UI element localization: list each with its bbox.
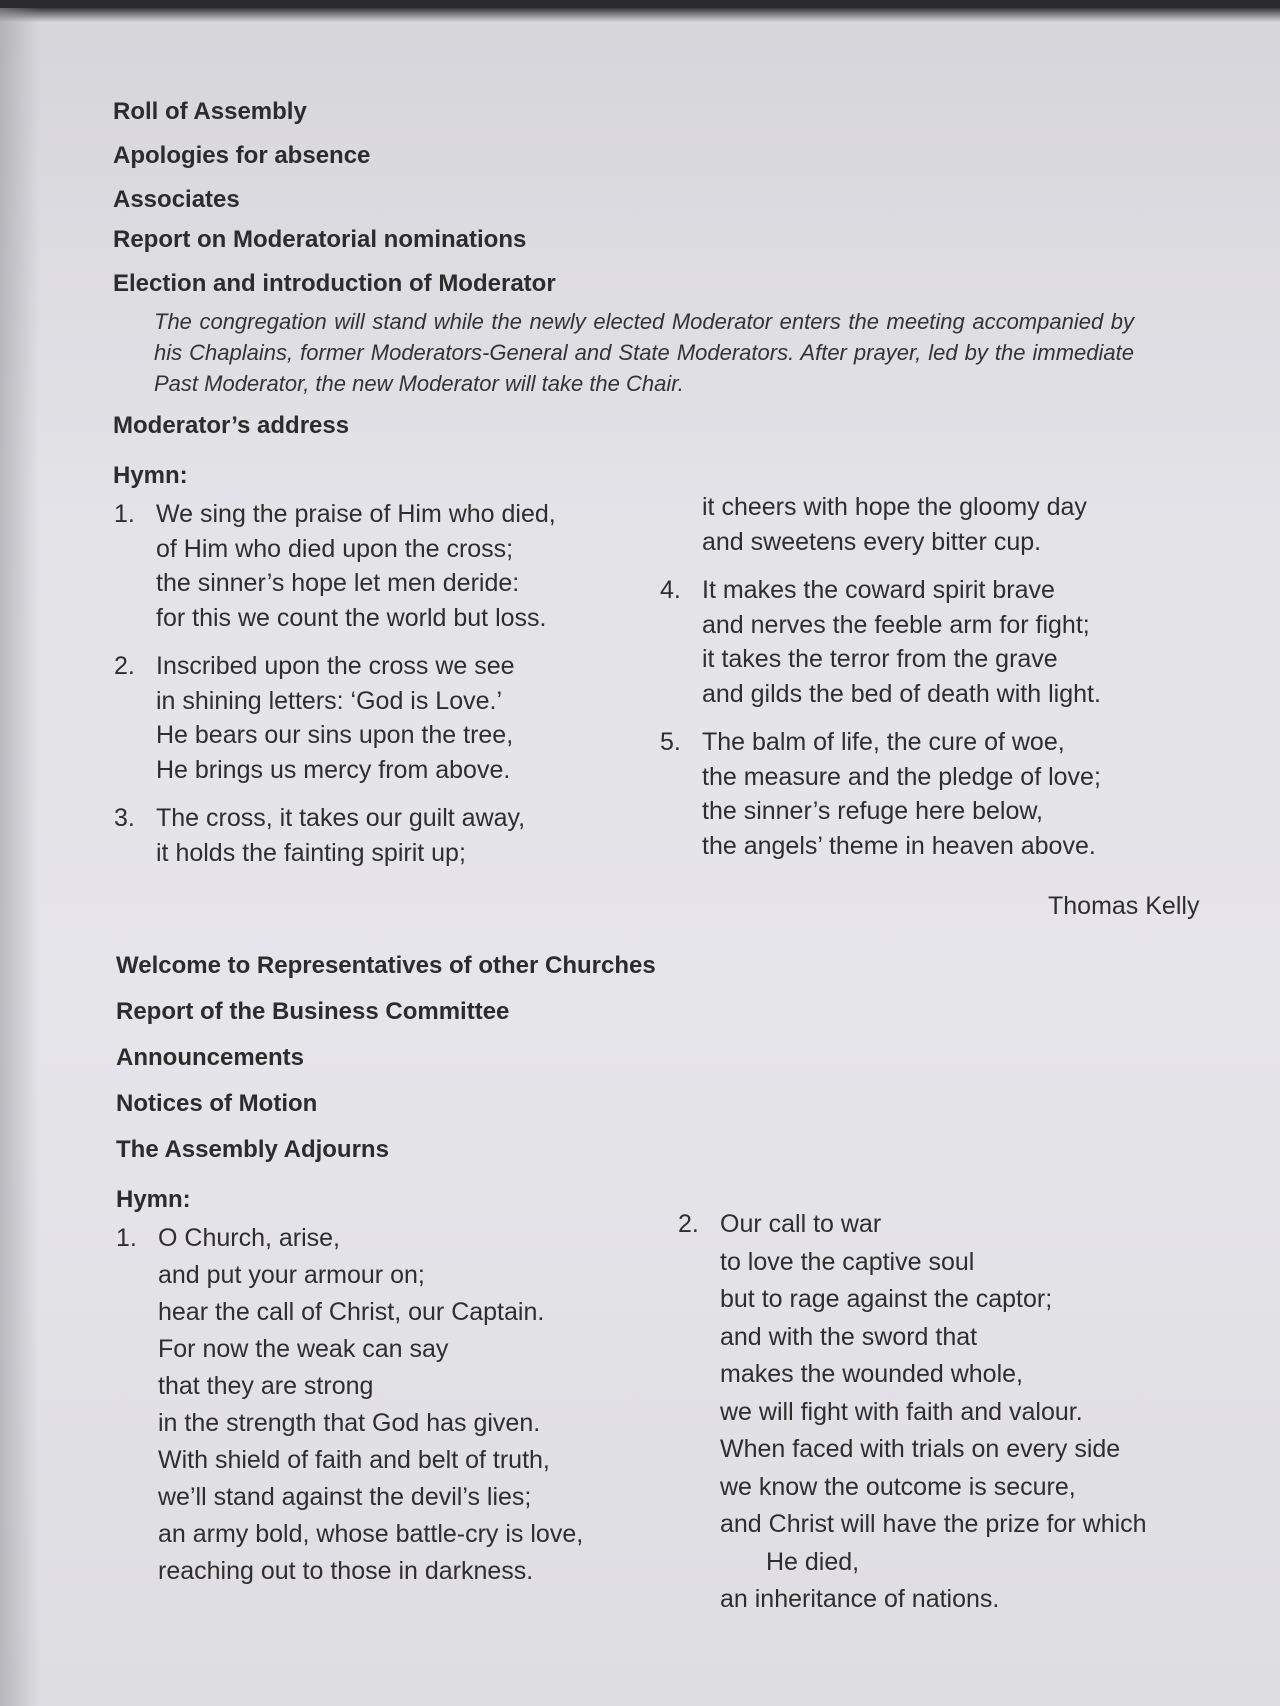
verse-line: reaching out to those in darkness. bbox=[158, 1557, 534, 1585]
verse-line: the sinner’s hope let men deride: bbox=[156, 569, 520, 597]
agenda-item-moderator-address: Moderator’s address bbox=[113, 412, 350, 439]
verse-line: and sweetens every bitter cup. bbox=[702, 527, 1042, 556]
verse-line: the sinner’s refuge here below, bbox=[702, 797, 1043, 825]
hymn1-verse-5 bbox=[660, 725, 1220, 863]
verse-line: the measure and the pledge of love; bbox=[702, 762, 1101, 791]
verse-line: hear the call of Christ, our Captain. bbox=[158, 1298, 545, 1326]
verse-line: With shield of faith and belt of truth, bbox=[158, 1446, 550, 1474]
verse-line: it cheers with hope the gloomy day bbox=[702, 493, 1087, 521]
verse-line: an army bold, whose battle-cry is love, bbox=[158, 1520, 584, 1548]
verse-line: it holds the fainting spirit up; bbox=[156, 838, 466, 867]
agenda-item-roll: Roll of Assembly bbox=[113, 98, 307, 125]
agenda-item-associates: Associates bbox=[113, 186, 240, 213]
verse-line: in shining letters: ‘God is Love.’ bbox=[156, 686, 503, 715]
verse-line: We sing the praise of Him who died, bbox=[156, 500, 556, 528]
verse-line: and nerves the feeble arm for fight; bbox=[702, 610, 1090, 639]
hymn1-verse-3-continued bbox=[660, 490, 1220, 559]
verse-line: O Church, arise, bbox=[158, 1224, 341, 1252]
hymn1-heading: Hymn: bbox=[113, 462, 188, 489]
verse-number: 1. bbox=[116, 1224, 137, 1252]
verse-line: to love the captive soul bbox=[720, 1247, 975, 1276]
agenda-item-business-committee: Report of the Business Committee bbox=[116, 998, 510, 1025]
verse-line: He died, bbox=[766, 1547, 860, 1576]
verse-line: an inheritance of nations. bbox=[720, 1585, 1000, 1613]
verse-line: but to rage against the captor; bbox=[720, 1285, 1053, 1313]
hymn1-left-column bbox=[114, 497, 634, 884]
verse-line: in the strength that God has given. bbox=[158, 1409, 541, 1437]
verse-line: When faced with trials on every side bbox=[720, 1435, 1121, 1463]
verse-line: For now the weak can say bbox=[158, 1335, 449, 1363]
verse-line: the angels’ theme in heaven above. bbox=[702, 831, 1096, 860]
verse-line: Inscribed upon the cross we see bbox=[156, 652, 515, 680]
hymn2-left-column bbox=[116, 1220, 676, 1604]
hymn1-verse-4 bbox=[660, 573, 1220, 711]
agenda-item-apologies: Apologies for absence bbox=[113, 142, 371, 169]
verse-line: and with the sword that bbox=[720, 1322, 978, 1351]
agenda-item-nominations: Report on Moderatorial nominations bbox=[113, 226, 527, 253]
hymn1-verse-2 bbox=[114, 649, 634, 787]
hymn1-right-column bbox=[660, 490, 1220, 877]
verse-number: 1. bbox=[114, 500, 135, 528]
verse-line: we know the outcome is secure, bbox=[720, 1472, 1076, 1501]
page-content bbox=[0, 8, 1280, 1706]
hymn2-heading: Hymn: bbox=[116, 1186, 191, 1213]
verse-number: 4. bbox=[660, 576, 681, 604]
verse-line: that they are strong bbox=[158, 1372, 374, 1400]
agenda-item-notices: Notices of Motion bbox=[116, 1090, 318, 1117]
verse-line: He brings us mercy from above. bbox=[156, 755, 511, 784]
program-page bbox=[0, 8, 1280, 1706]
agenda-item-announcements: Announcements bbox=[116, 1044, 305, 1071]
agenda-item-adjourns: The Assembly Adjourns bbox=[116, 1136, 389, 1163]
verse-line: for this we count the world but loss. bbox=[156, 603, 547, 632]
verse-line: of Him who died upon the cross; bbox=[156, 534, 514, 563]
verse-line: The cross, it takes our guilt away, bbox=[156, 804, 526, 832]
verse-line: we’ll stand against the devil’s lies; bbox=[158, 1483, 532, 1511]
agenda-item-welcome: Welcome to Representatives of other Churches bbox=[116, 952, 656, 979]
hymn1-author: Thomas Kelly bbox=[1048, 892, 1200, 920]
verse-line: we will fight with faith and valour. bbox=[720, 1397, 1083, 1426]
verse-line: Our call to war bbox=[720, 1210, 882, 1238]
verse-line: makes the wounded whole, bbox=[720, 1360, 1023, 1388]
hymn2-verse-2 bbox=[678, 1206, 1238, 1619]
verse-number: 3. bbox=[114, 804, 135, 832]
verse-number: 5. bbox=[660, 728, 681, 756]
verse-line: it takes the terror from the grave bbox=[702, 645, 1058, 673]
verse-line: It makes the coward spirit brave bbox=[702, 576, 1055, 604]
election-note: The congregation will stand while the newly elected Moderator enters the meeting accompanied by his Chaplains, former Moderators-General and State Moderators. After prayer, led by the immediate Past Moderator, the new Moderator will take the Chair. bbox=[154, 309, 1134, 396]
verse-line: and gilds the bed of death with light. bbox=[702, 679, 1101, 708]
hymn1-verse-1 bbox=[114, 497, 634, 635]
verse-line: and Christ will have the prize for which bbox=[720, 1510, 1147, 1538]
agenda-item-election: Election and introduction of Moderator bbox=[113, 270, 556, 297]
hymn2-right-column bbox=[678, 1206, 1238, 1633]
verse-line: and put your armour on; bbox=[158, 1261, 425, 1289]
verse-number: 2. bbox=[678, 1210, 699, 1238]
verse-number: 2. bbox=[114, 652, 135, 680]
hymn2-verse-1 bbox=[116, 1220, 676, 1590]
hymn1-verse-3 bbox=[114, 801, 634, 870]
verse-line: He bears our sins upon the tree, bbox=[156, 721, 514, 749]
verse-line: The balm of life, the cure of woe, bbox=[702, 728, 1065, 756]
